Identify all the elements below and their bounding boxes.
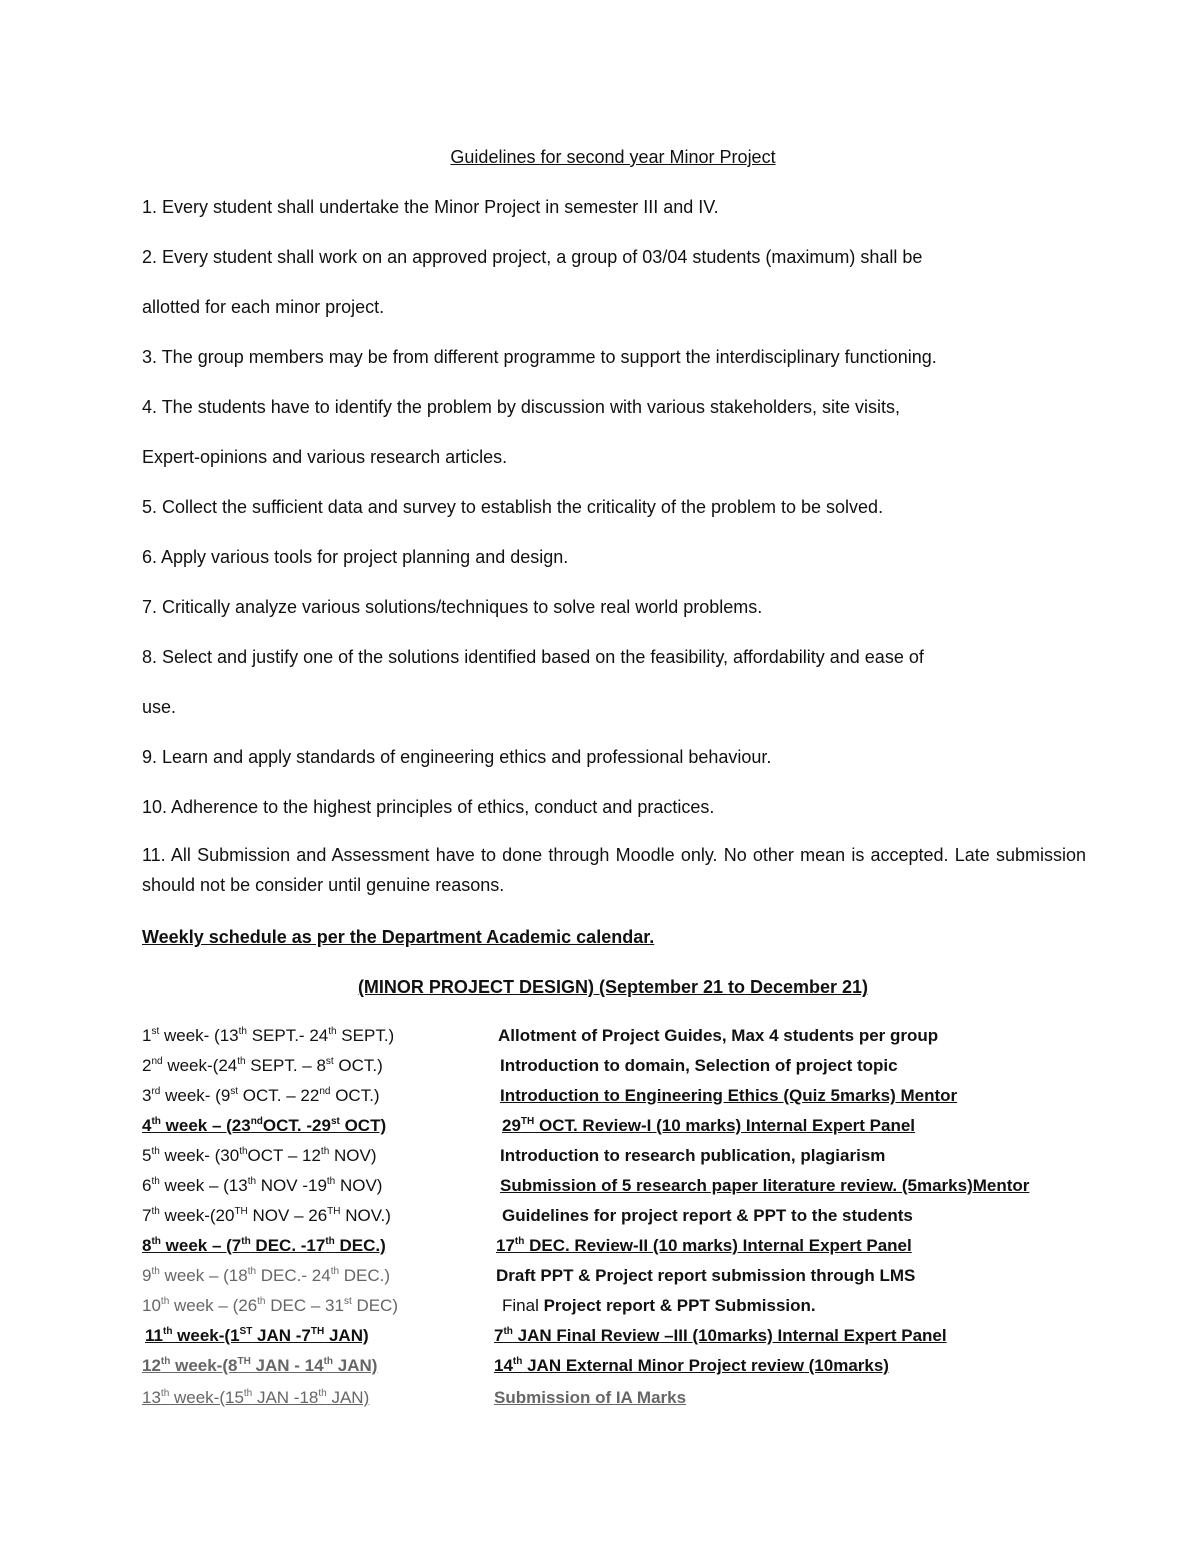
guideline-3: 3. The group members may be from different programme to support the interdisciplinary functioning. [142, 347, 937, 367]
week-range: 13th week-(15th JAN -18th JAN) [142, 1388, 370, 1407]
schedule-row [0, 1024, 1200, 1048]
guideline-4-cont: Expert-opinions and various research articles. [142, 447, 508, 467]
week-activity: 17th DEC. Review-II (10 marks) Internal Expert Panel [496, 1236, 912, 1255]
guideline-8: 8. Select and justify one of the solutions identified based on the feasibility, affordability and ease of [142, 647, 924, 667]
week-activity: 29TH OCT. Review-I (10 marks) Internal Expert Panel [502, 1116, 916, 1135]
week-activity: Submission of 5 research paper literature review. (5marks)Mentor [500, 1176, 1030, 1195]
schedule-row [0, 1234, 1200, 1258]
schedule-row [0, 1354, 1200, 1378]
guideline-7: 7. Critically analyze various solutions/techniques to solve real world problems. [142, 597, 763, 617]
page-title: Guidelines for second year Minor Project [450, 147, 776, 167]
week-range: 12th week-(8TH JAN - 14th JAN) [142, 1356, 378, 1375]
schedule-subheading: (MINOR PROJECT DESIGN) (September 21 to December 21) [357, 977, 869, 997]
guideline-5: 5. Collect the sufficient data and survey to establish the criticality of the problem to be solved. [142, 497, 884, 517]
guideline-11: 11. All Submission and Assessment have to done through Moodle only. No other mean is accepted. Late submission should not be consider until genuine reasons. [142, 845, 1086, 895]
week-activity: Guidelines for project report & PPT to the students [502, 1206, 913, 1225]
week-range: 1st week- (13th SEPT.- 24th SEPT.) [142, 1026, 395, 1045]
schedule-row [0, 1114, 1200, 1138]
schedule-row [0, 1386, 1200, 1410]
week-activity: Introduction to domain, Selection of project topic [500, 1056, 898, 1075]
guideline-1: 1. Every student shall undertake the Minor Project in semester III and IV. [142, 197, 719, 217]
schedule-heading: Weekly schedule as per the Department Academic calendar. [142, 927, 655, 947]
week-range: 7th week-(20TH NOV – 26TH NOV.) [142, 1206, 391, 1225]
week-activity: Submission of IA Marks [494, 1388, 687, 1407]
week-activity: Introduction to Engineering Ethics (Quiz 5marks) Mentor [500, 1086, 958, 1105]
week-range: 3rd week- (9st OCT. – 22nd OCT.) [142, 1086, 380, 1105]
schedule-row [0, 1144, 1200, 1168]
week-range: 10th week – (26th DEC – 31st DEC) [142, 1296, 398, 1315]
guideline-8-cont: use. [142, 697, 177, 717]
guideline-10: 10. Adherence to the highest principles of ethics, conduct and practices. [142, 797, 715, 817]
schedule-row [0, 1204, 1200, 1228]
week-range: 2nd week-(24th SEPT. – 8st OCT.) [142, 1056, 383, 1075]
week-range: 8th week – (7th DEC. -17th DEC.) [142, 1236, 386, 1255]
guideline-9: 9. Learn and apply standards of engineering ethics and professional behaviour. [142, 747, 772, 767]
week-range: 5th week- (30thOCT – 12th NOV) [142, 1146, 377, 1165]
week-range: 11th week-(1ST JAN -7TH JAN) [145, 1326, 369, 1345]
schedule-row [0, 1054, 1200, 1078]
schedule-row [0, 1174, 1200, 1198]
week-activity: Introduction to research publication, plagiarism [500, 1146, 886, 1165]
schedule-row [0, 1294, 1200, 1318]
week-activity: Draft PPT & Project report submission through LMS [496, 1266, 916, 1285]
week-activity: Allotment of Project Guides, Max 4 students per group [498, 1026, 939, 1045]
week-range: 6th week – (13th NOV -19th NOV) [142, 1176, 383, 1195]
schedule-row [0, 1324, 1200, 1348]
week-activity: Final Project report & PPT Submission. [502, 1296, 816, 1315]
guideline-6: 6. Apply various tools for project planning and design. [142, 547, 569, 567]
guideline-2: 2. Every student shall work on an approved project, a group of 03/04 students (maximum) shall be [142, 247, 923, 267]
week-range: 4th week – (23ndOCT. -29st OCT) [142, 1116, 387, 1135]
guideline-2-cont: allotted for each minor project. [142, 297, 385, 317]
week-activity: 14th JAN External Minor Project review (10marks) [494, 1356, 889, 1375]
schedule-row [0, 1084, 1200, 1108]
schedule-row [0, 1264, 1200, 1288]
week-activity: 7th JAN Final Review –III (10marks) Internal Expert Panel [494, 1326, 947, 1345]
week-range: 9th week – (18th DEC.- 24th DEC.) [142, 1266, 391, 1285]
guideline-4: 4. The students have to identify the problem by discussion with various stakeholders, site visits, [142, 397, 901, 417]
